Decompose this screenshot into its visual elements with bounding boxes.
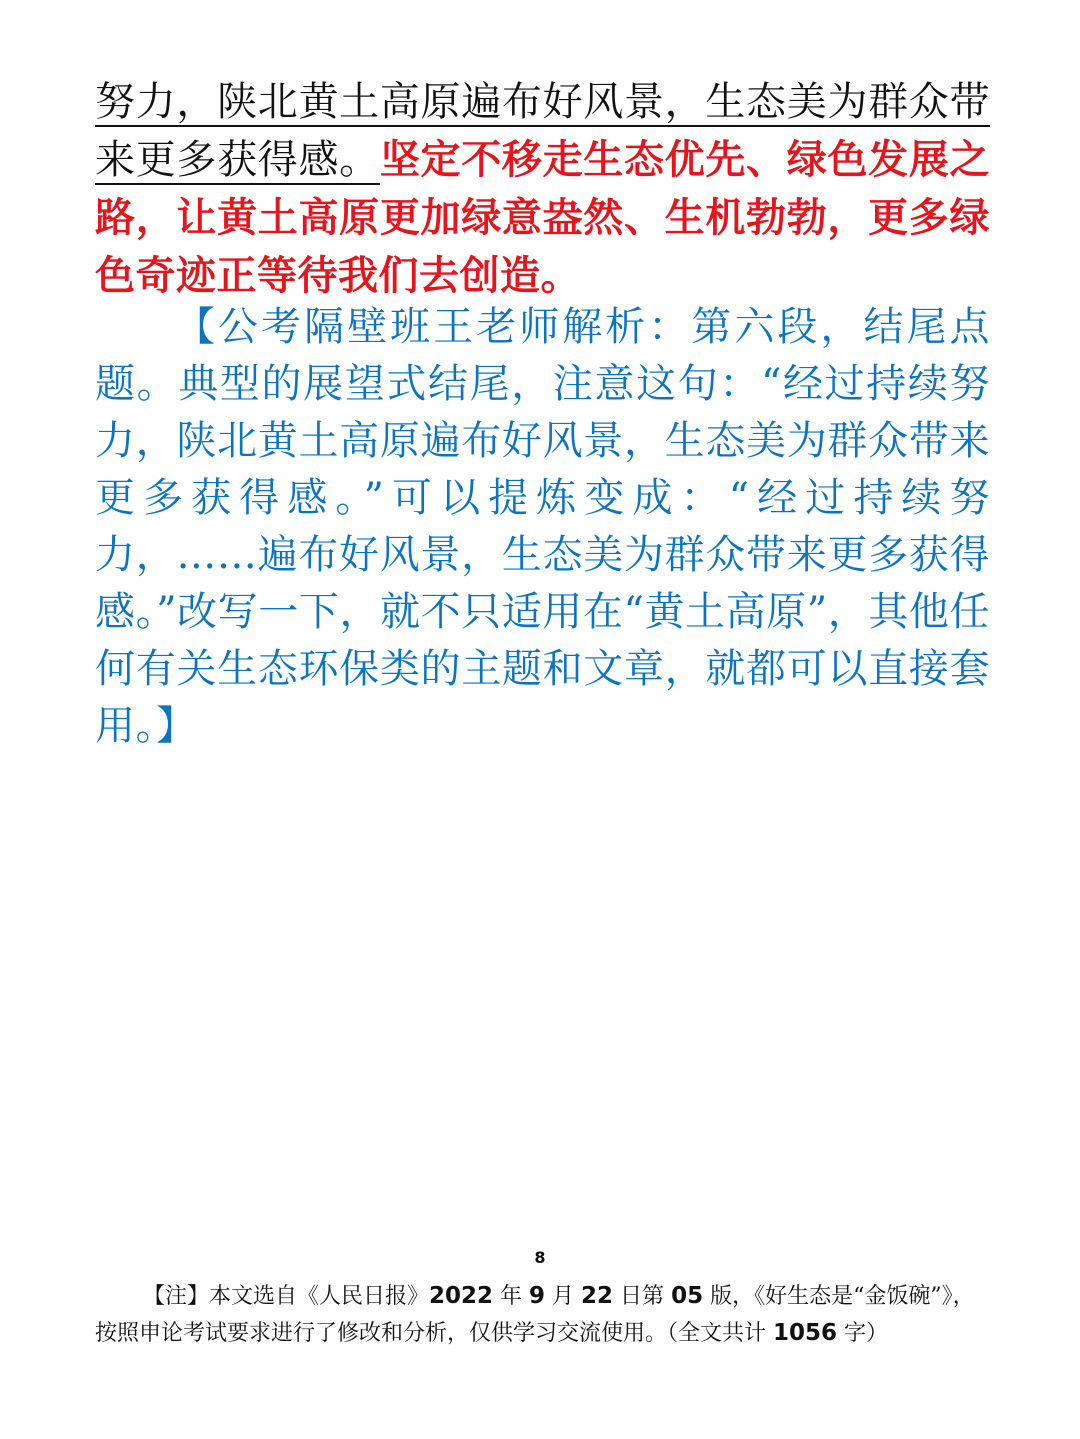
teacher-analysis-paragraph: 【公考隔壁班王老师解析：第六段，结尾点题。典型的展望式结尾，注意这句：“经过持续努力，陕北黄土高原遍布好风景，生态美为群众带来更多获得感。”可以提炼变成：“经过持续努力，……遍布好风景，生态美为群众带来更多获得感。”改写一下，就不只适用在“黄土高原”，其他任何有关生态环保类的主题和文章，就都可以直接套用。】 [95,304,990,749]
note-text-4: 日第 [613,1284,672,1309]
underlined-sentence: 努力，陕北黄土高原遍布好风景，生态美为群众带来更多获得感。 [95,79,990,183]
note-edition: 05 [671,1283,704,1309]
note-text-6: 字） [837,1321,889,1346]
note-word-count: 1056 [773,1320,838,1346]
highlighted-red-sentence: 坚定不移走生态优先、绿色发展之路，让黄土高原更加绿意盎然、生机勃勃，更多绿色奇迹正等待我们去创造。 [95,136,991,299]
note-text-2: 年 [493,1284,530,1309]
closing-paragraph [95,74,990,305]
page-number: 8 [534,1248,546,1267]
note-text-3: 月 [545,1284,582,1309]
note-day: 22 [581,1283,614,1309]
note-text-1: 【注】本文选自《人民日报》 [143,1284,430,1309]
note-month: 9 [529,1283,546,1309]
note-year: 2022 [429,1283,494,1309]
source-note [95,1278,995,1352]
note-text-5: 版，《好生态是“金饭碗”》，按照申论考试要求进行了修改和分析，仅供学习交流使用。（全文共计 [95,1284,975,1346]
